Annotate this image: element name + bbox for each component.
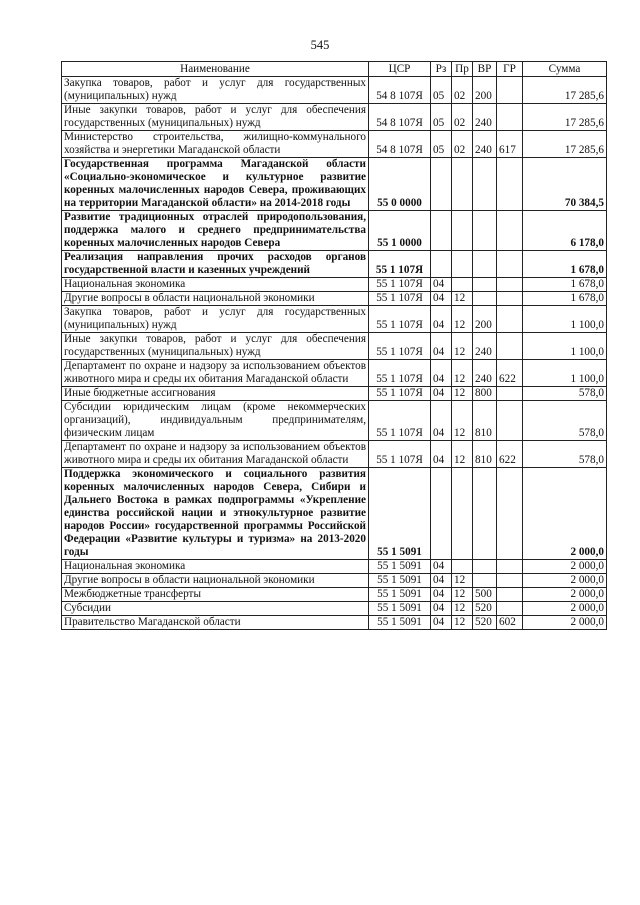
cell-pr (452, 158, 473, 211)
table-row (62, 574, 607, 588)
cell-pr: 02 (452, 77, 473, 104)
cell-rz: 05 (431, 104, 452, 131)
cell-name: Развитие традиционных отраслей природопользования, поддержка малого и среднего предпринимательства коренных малочисленных народов Севера (62, 211, 369, 251)
cell-sum: 2 000,0 (523, 468, 607, 560)
cell-pr (452, 468, 473, 560)
cell-gr (497, 333, 523, 360)
cell-csr: 55 1 5091 (369, 468, 431, 560)
cell-name: Правительство Магаданской области (62, 616, 369, 630)
cell-name: Реализация направления прочих расходов органов государственной власти и казенных учреждений (62, 251, 369, 278)
budget-table (61, 61, 607, 630)
cell-rz: 04 (431, 574, 452, 588)
cell-gr (497, 588, 523, 602)
table-row (62, 441, 607, 468)
cell-pr: 12 (452, 292, 473, 306)
cell-csr: 55 1 107Я (369, 333, 431, 360)
cell-vr: 810 (473, 401, 497, 441)
cell-vr (473, 574, 497, 588)
cell-pr: 12 (452, 574, 473, 588)
cell-pr: 02 (452, 104, 473, 131)
cell-sum: 1 678,0 (523, 278, 607, 292)
cell-csr: 55 1 107Я (369, 441, 431, 468)
table-row (62, 360, 607, 387)
table-row (62, 211, 607, 251)
cell-name: Поддержка экономического и социального развития коренных малочисленных народов Севера, Сибири и Дальнего Востока в рамках подпрограммы «Укрепление единства российской нации и этнокультурное развитие народов России» государственной программы Российской Федерации «Развитие культуры и туризма» на 2013-2020 годы (62, 468, 369, 560)
cell-sum: 1 678,0 (523, 292, 607, 306)
table-row (62, 77, 607, 104)
cell-name: Национальная экономика (62, 560, 369, 574)
cell-sum: 70 384,5 (523, 158, 607, 211)
cell-gr (497, 278, 523, 292)
cell-csr: 55 1 107Я (369, 387, 431, 401)
cell-vr: 520 (473, 602, 497, 616)
cell-rz: 04 (431, 360, 452, 387)
cell-name: Субсидии юридическим лицам (кроме некоммерческих организаций), индивидуальным предпринимателям, физическим лицам (62, 401, 369, 441)
cell-sum: 6 178,0 (523, 211, 607, 251)
cell-pr: 12 (452, 333, 473, 360)
cell-pr: 12 (452, 401, 473, 441)
cell-vr: 240 (473, 333, 497, 360)
cell-rz: 04 (431, 560, 452, 574)
cell-vr: 800 (473, 387, 497, 401)
cell-name: Субсидии (62, 602, 369, 616)
cell-vr: 200 (473, 77, 497, 104)
cell-vr: 240 (473, 131, 497, 158)
header-vr: ВР (473, 62, 497, 77)
cell-gr (497, 306, 523, 333)
cell-name: Другие вопросы в области национальной экономики (62, 292, 369, 306)
table-row (62, 602, 607, 616)
cell-csr: 55 1 107Я (369, 251, 431, 278)
cell-gr (497, 104, 523, 131)
cell-csr: 55 1 0000 (369, 211, 431, 251)
header-rz: Рз (431, 62, 452, 77)
cell-name: Иные закупки товаров, работ и услуг для обеспечения государственных (муниципальных) нужд (62, 333, 369, 360)
table-row (62, 278, 607, 292)
cell-pr: 12 (452, 306, 473, 333)
cell-name: Государственная программа Магаданской области «Социально-экономическое и культурное развитие коренных малочисленных народов Севера, проживающих на территории Магаданской области» на 2014-2018 годы (62, 158, 369, 211)
cell-csr: 55 0 0000 (369, 158, 431, 211)
cell-csr: 55 1 107Я (369, 401, 431, 441)
cell-sum: 578,0 (523, 401, 607, 441)
cell-rz: 04 (431, 278, 452, 292)
cell-name: Другие вопросы в области национальной экономики (62, 574, 369, 588)
cell-name: Межбюджетные трансферты (62, 588, 369, 602)
cell-sum: 2 000,0 (523, 602, 607, 616)
cell-gr: 602 (497, 616, 523, 630)
cell-pr: 12 (452, 616, 473, 630)
cell-vr: 520 (473, 616, 497, 630)
cell-name: Иные закупки товаров, работ и услуг для обеспечения государственных (муниципальных) нужд (62, 104, 369, 131)
header-name: Наименование (62, 62, 369, 77)
cell-name: Национальная экономика (62, 278, 369, 292)
cell-csr: 54 8 107Я (369, 104, 431, 131)
cell-sum: 2 000,0 (523, 588, 607, 602)
cell-csr: 54 8 107Я (369, 131, 431, 158)
cell-gr (497, 211, 523, 251)
table-row (62, 401, 607, 441)
table-row (62, 306, 607, 333)
cell-gr (497, 560, 523, 574)
cell-rz: 04 (431, 333, 452, 360)
table-row (62, 292, 607, 306)
cell-pr: 12 (452, 360, 473, 387)
cell-name: Закупка товаров, работ и услуг для государственных (муниципальных) нужд (62, 77, 369, 104)
header-gr: ГР (497, 62, 523, 77)
cell-rz: 04 (431, 616, 452, 630)
cell-sum: 2 000,0 (523, 616, 607, 630)
cell-sum: 1 678,0 (523, 251, 607, 278)
cell-rz: 04 (431, 602, 452, 616)
header-sum: Сумма (523, 62, 607, 77)
cell-vr: 240 (473, 104, 497, 131)
cell-gr (497, 251, 523, 278)
cell-csr: 55 1 5091 (369, 560, 431, 574)
cell-gr (497, 387, 523, 401)
cell-name: Департамент по охране и надзору за использованием объектов животного мира и среды их обитания Магаданской области (62, 360, 369, 387)
cell-rz (431, 251, 452, 278)
cell-vr (473, 251, 497, 278)
cell-sum: 578,0 (523, 387, 607, 401)
cell-rz: 04 (431, 401, 452, 441)
table-row (62, 387, 607, 401)
cell-sum: 2 000,0 (523, 574, 607, 588)
table-row (62, 560, 607, 574)
cell-csr: 55 1 5091 (369, 574, 431, 588)
cell-rz: 05 (431, 77, 452, 104)
table-row (62, 588, 607, 602)
cell-gr (497, 158, 523, 211)
cell-rz (431, 158, 452, 211)
cell-csr: 55 1 107Я (369, 306, 431, 333)
page-number: 545 (310, 38, 330, 52)
cell-sum: 1 100,0 (523, 360, 607, 387)
table-row (62, 251, 607, 278)
cell-vr (473, 292, 497, 306)
cell-csr: 54 8 107Я (369, 77, 431, 104)
cell-pr: 12 (452, 387, 473, 401)
cell-csr: 55 1 107Я (369, 278, 431, 292)
cell-pr (452, 211, 473, 251)
table-row (62, 158, 607, 211)
cell-sum: 578,0 (523, 441, 607, 468)
cell-gr: 622 (497, 441, 523, 468)
cell-vr (473, 468, 497, 560)
cell-vr: 810 (473, 441, 497, 468)
cell-vr: 240 (473, 360, 497, 387)
cell-sum: 1 100,0 (523, 306, 607, 333)
cell-pr (452, 560, 473, 574)
cell-rz: 04 (431, 387, 452, 401)
cell-name: Иные бюджетные ассигнования (62, 387, 369, 401)
cell-vr: 500 (473, 588, 497, 602)
cell-pr: 12 (452, 441, 473, 468)
table-body (62, 77, 607, 630)
cell-gr (497, 574, 523, 588)
cell-rz: 04 (431, 588, 452, 602)
cell-gr (497, 401, 523, 441)
cell-gr: 617 (497, 131, 523, 158)
cell-gr (497, 602, 523, 616)
cell-csr: 55 1 107Я (369, 292, 431, 306)
cell-name: Министерство строительства, жилищно-коммунального хозяйства и энергетики Магаданской области (62, 131, 369, 158)
cell-rz: 05 (431, 131, 452, 158)
cell-sum: 17 285,6 (523, 77, 607, 104)
cell-rz: 04 (431, 292, 452, 306)
cell-rz: 04 (431, 441, 452, 468)
cell-csr: 55 1 5091 (369, 588, 431, 602)
header-pr: Пр (452, 62, 473, 77)
table-row (62, 104, 607, 131)
cell-pr (452, 251, 473, 278)
cell-gr (497, 292, 523, 306)
cell-gr: 622 (497, 360, 523, 387)
table-row (62, 131, 607, 158)
cell-sum: 17 285,6 (523, 104, 607, 131)
table-row (62, 333, 607, 360)
cell-vr: 200 (473, 306, 497, 333)
cell-rz: 04 (431, 306, 452, 333)
cell-vr (473, 158, 497, 211)
cell-gr (497, 468, 523, 560)
cell-pr: 02 (452, 131, 473, 158)
cell-sum: 1 100,0 (523, 333, 607, 360)
cell-vr (473, 211, 497, 251)
cell-gr (497, 77, 523, 104)
cell-sum: 2 000,0 (523, 560, 607, 574)
cell-csr: 55 1 5091 (369, 602, 431, 616)
cell-sum: 17 285,6 (523, 131, 607, 158)
cell-csr: 55 1 5091 (369, 616, 431, 630)
cell-name: Департамент по охране и надзору за использованием объектов животного мира и среды их обитания Магаданской области (62, 441, 369, 468)
cell-pr: 12 (452, 588, 473, 602)
table-row (62, 468, 607, 560)
table-row (62, 616, 607, 630)
cell-name: Закупка товаров, работ и услуг для государственных (муниципальных) нужд (62, 306, 369, 333)
cell-rz (431, 211, 452, 251)
cell-vr (473, 560, 497, 574)
cell-pr (452, 278, 473, 292)
cell-csr: 55 1 107Я (369, 360, 431, 387)
cell-vr (473, 278, 497, 292)
table-header-row (62, 62, 607, 77)
cell-pr: 12 (452, 602, 473, 616)
header-csr: ЦСР (369, 62, 431, 77)
cell-rz (431, 468, 452, 560)
